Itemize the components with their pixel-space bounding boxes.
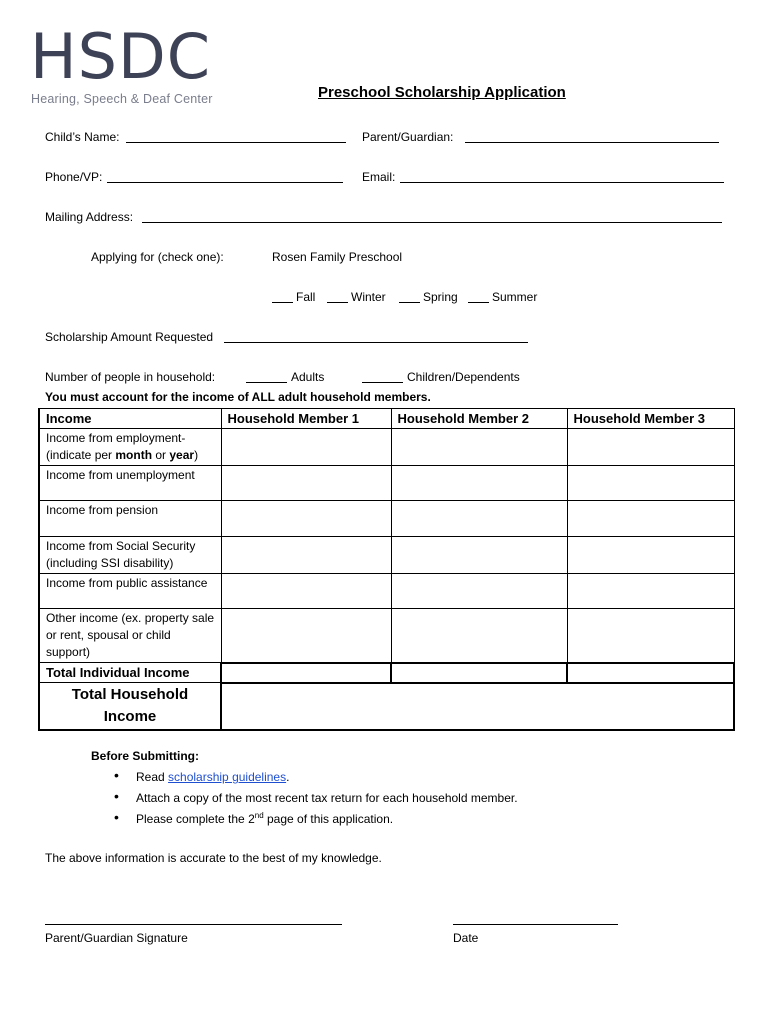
scholarship-amount-label: Scholarship Amount Requested [45,330,214,344]
email-field[interactable] [400,182,724,183]
row-label-other-income: Other income (ex. property sale or rent, spousal or child support) [39,609,221,663]
mailing-address-label: Mailing Address: [45,210,134,224]
complete-pre: Please complete the 2 [136,812,255,826]
table-row [39,501,734,537]
read-guidelines-item [136,770,289,784]
total-individual-m3[interactable] [567,663,734,683]
children-label: Children/Dependents [407,370,520,384]
social-security-m1[interactable] [221,537,391,574]
applying-for-label: Applying for (check one): [91,250,224,264]
pension-m1[interactable] [221,501,391,537]
attestation-text: The above information is accurate to the best of my knowledge. [45,851,382,865]
term-winter: Winter [351,290,386,304]
total-individual-m1[interactable] [221,663,391,683]
employment-m3[interactable] [567,429,734,466]
employment-m2[interactable] [391,429,567,466]
bullet-icon: • [114,788,119,804]
complete-page-item [136,811,393,826]
email-label: Email: [362,170,396,184]
household-count-label: Number of people in household: [45,370,216,384]
adults-label: Adults [291,370,325,384]
child-name-field[interactable] [126,142,346,143]
row-label-employment [39,429,221,466]
table-row [39,466,734,501]
public-assistance-m3[interactable] [567,574,734,609]
date-label: Date [453,931,479,945]
logo-hsdc: HSDC [30,20,212,93]
income-table [38,408,735,731]
term-fall: Fall [296,290,316,304]
row-label-social-security: Income from Social Security (including SSI disability) [39,537,221,574]
page-title: Preschool Scholarship Application [318,84,566,101]
spring-check[interactable] [399,302,420,303]
table-row [39,574,734,609]
table-row [39,429,734,466]
employment-month: month [115,448,153,462]
bullet-icon: • [114,809,119,825]
parent-guardian-label: Parent/Guardian: [362,130,454,144]
other-m1[interactable] [221,609,391,663]
social-security-m2[interactable] [391,537,567,574]
winter-check[interactable] [327,302,348,303]
employment-year: year [169,448,195,462]
unemployment-m2[interactable] [391,466,567,501]
bullet-icon: • [114,767,119,783]
adults-field[interactable] [246,382,287,383]
unemployment-m3[interactable] [567,466,734,501]
child-name-label: Child’s Name: [45,130,120,144]
summer-check[interactable] [468,302,489,303]
signature-label: Parent/Guardian Signature [45,931,188,945]
employment-or: or [152,448,170,462]
employment-line-1: Income from employment- [46,431,186,445]
program-name: Rosen Family Preschool [272,250,403,264]
before-submitting-heading: Before Submitting: [91,749,199,763]
scholarship-amount-field[interactable] [224,342,528,343]
header-income: Income [39,409,221,429]
header-member-1: Household Member 1 [221,409,391,429]
total-individual-m2[interactable] [391,663,567,683]
signature-line[interactable] [45,924,342,925]
table-row [39,609,734,663]
read-text: Read [136,770,169,784]
other-m3[interactable] [567,609,734,663]
pension-m2[interactable] [391,501,567,537]
other-m2[interactable] [391,609,567,663]
row-label-unemployment: Income from unemployment [39,466,221,501]
complete-sup: nd [254,811,264,820]
row-label-total-individual: Total Individual Income [39,663,221,683]
employment-close: ) [194,448,199,462]
phone-label: Phone/VP: [45,170,103,184]
table-header-row [39,409,734,429]
account-note: You must account for the income of ALL adult household members. [45,390,431,404]
total-household-value[interactable] [221,683,734,731]
header-member-2: Household Member 2 [391,409,567,429]
mailing-address-field[interactable] [142,222,722,223]
logo-subtitle: Hearing, Speech & Deaf Center [31,92,213,106]
table-row [39,663,734,683]
public-assistance-m2[interactable] [391,574,567,609]
term-spring: Spring [423,290,458,304]
table-row [39,683,734,731]
public-assistance-m1[interactable] [221,574,391,609]
fall-check[interactable] [272,302,293,303]
row-label-public-assistance: Income from public assistance [39,574,221,609]
phone-field[interactable] [107,182,343,183]
pension-m3[interactable] [567,501,734,537]
read-end: . [286,770,290,784]
employment-m1[interactable] [221,429,391,466]
date-line[interactable] [453,924,618,925]
scholarship-guidelines-link[interactable]: scholarship guidelines [168,770,287,784]
parent-guardian-field[interactable] [465,142,719,143]
social-security-m3[interactable] [567,537,734,574]
term-summer: Summer [492,290,538,304]
unemployment-m1[interactable] [221,466,391,501]
attach-tax-item: Attach a copy of the most recent tax return for each household member. [136,791,518,805]
header-member-3: Household Member 3 [567,409,734,429]
table-row [39,537,734,574]
row-label-pension: Income from pension [39,501,221,537]
children-field[interactable] [362,382,403,383]
row-label-total-household: Total Household Income [39,683,221,731]
employment-line-2a: (indicate per [46,448,116,462]
complete-post: page of this application. [263,812,394,826]
